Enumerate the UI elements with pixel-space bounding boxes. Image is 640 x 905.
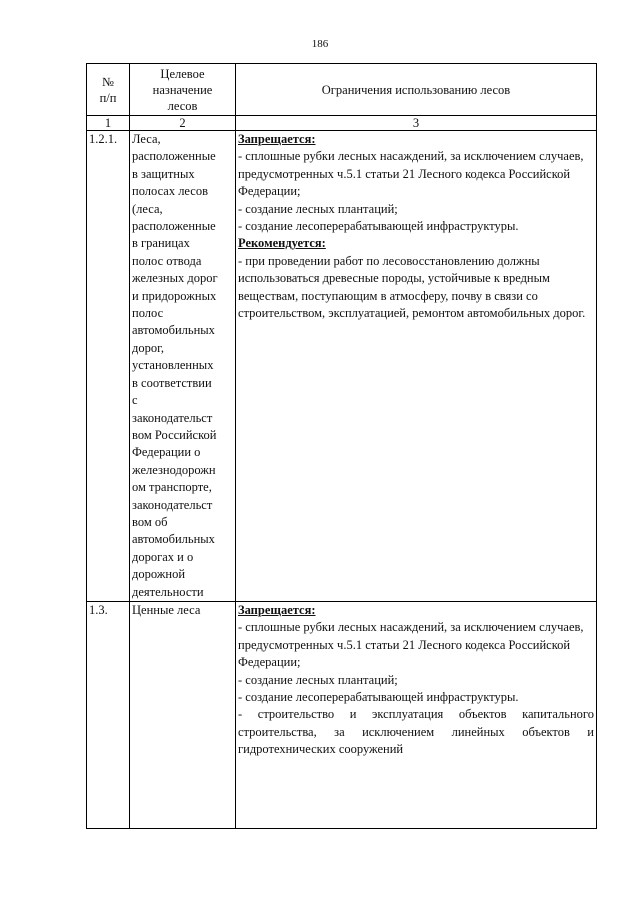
column-number-2: 2 [130,116,236,131]
recommended-item: - при проведении работ по лесовосстановлению должны использоваться древесные породы, устойчивые к вредным веществам, поступающим в атмосферу, почву в связи со строительством, эксплуатацией, ремонтом автомобильных дорог. [238,253,586,321]
table-row [87,131,597,602]
header-number: № п/п [87,64,130,116]
forbidden-item: - сплошные рубки лесных насаждений, за исключением случаев, предусмотренных ч.5.1 статьи 21 Лесного кодекса Российской Федерации; [238,620,584,670]
row-number: 1.2.1. [87,131,130,602]
column-number-3: 3 [236,116,597,131]
forbidden-label: Запрещается: [238,602,316,617]
forest-restrictions-table [86,63,597,829]
row-number: 1.3. [87,601,130,828]
row-purpose: Леса, расположенные в защитных полосах лесов (леса, расположенные в границах полос отвода железных дорог и придорожных полос автомобильных дорог, установленных в соответствии с законодательст вом Российской Федерации о железнодорожн ом транспорте, законодательст вом об автомобильных дорогах и о дорожной деятельности [130,131,236,602]
table-row [87,601,597,828]
table-header-row [87,64,597,116]
header-purpose: Целевое назначение лесов [130,64,236,116]
header-restrictions: Ограничения использованию лесов [236,64,597,116]
page-number: 186 [311,38,329,50]
column-number-1: 1 [87,116,130,131]
recommended-label: Рекомендуется: [238,236,326,251]
forbidden-item: - строительство и эксплуатация объектов капитального строительства, за исключением линейных объектов и гидротехнических сооружений [238,707,594,757]
forbidden-item: - создание лесных плантаций; [238,672,398,687]
row-restrictions [236,131,597,602]
forbidden-item: - создание лесоперерабатывающей инфраструктуры. [238,219,519,234]
forbidden-item: - сплошные рубки лесных насаждений, за исключением случаев, предусмотренных ч.5.1 статьи 21 Лесного кодекса Российской Федерации; [238,149,584,199]
forbidden-item: - создание лесных плантаций; [238,201,398,216]
column-number-row [87,116,597,131]
row-purpose: Ценные леса [130,601,236,828]
forbidden-label: Запрещается: [238,132,316,146]
row-restrictions [236,601,597,828]
forbidden-item: - создание лесоперерабатывающей инфраструктуры. [238,690,519,704]
